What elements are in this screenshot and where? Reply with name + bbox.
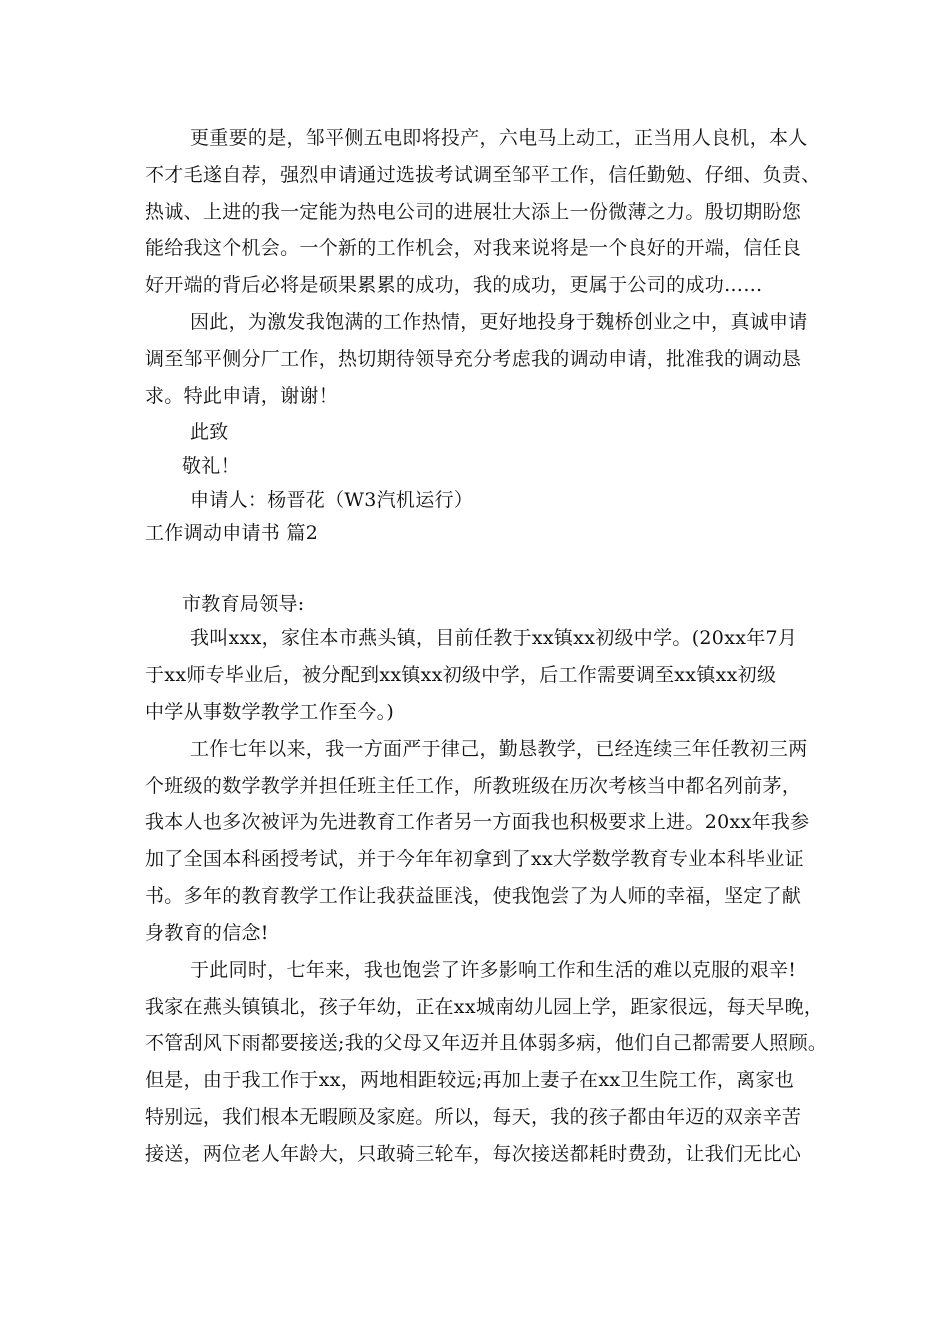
closing-salutation: 此致 — [190, 421, 229, 443]
paragraph-line: 身教育的信念! — [145, 922, 269, 944]
paragraph-line: 能给我这个机会。一个新的工作机会，对我来说将是一个良好的开端，信任良 — [145, 237, 802, 259]
paragraph-line: 工作七年以来，我一方面严于律己，勤恳教学，已经连续三年任教初三两 — [190, 738, 808, 760]
letter-greeting: 市教育局领导: — [182, 593, 305, 615]
paragraph-line: 调至邹平侧分厂工作，热切期待领导充分考虑我的调动申请，批准我的调动恳 — [145, 348, 802, 370]
applicant-signature: 申请人：杨晋花（W3汽机运行） — [190, 489, 474, 511]
paragraph-line: 书。多年的教育教学工作让我获益匪浅，使我饱尝了为人师的幸福，坚定了献 — [145, 885, 802, 907]
paragraph-line: 于xx师专毕业后，被分配到xx镇xx初级中学，后工作需要调至xx镇xx初级 — [145, 664, 777, 686]
paragraph-line: 求。特此申请，谢谢！ — [145, 385, 339, 407]
paragraph-line: 特别远，我们根本无暇顾及家庭。所以，每天，我的孩子都由年迈的双亲辛苦 — [145, 1106, 802, 1128]
section-heading: 工作调动申请书 篇2 — [145, 522, 319, 544]
closing-regards: 敬礼！ — [182, 455, 240, 477]
paragraph-line: 好开端的背后必将是硕果累累的成功，我的成功，更属于公司的成功…… — [145, 274, 763, 296]
paragraph-line: 接送，两位老人年龄大，只敢骑三轮车，每次接送都耗时费劲，让我们无比心 — [145, 1143, 802, 1165]
paragraph-line: 我家在燕头镇镇北，孩子年幼，正在xx城南幼儿园上学，距家很远，每天早晚， — [145, 996, 824, 1018]
paragraph-line: 于此同时，七年来，我也饱尝了许多影响工作和生活的难以克服的艰辛! — [190, 959, 797, 981]
paragraph-line: 不管刮风下雨都要接送;我的父母又年迈并且体弱多病，他们自己都需要人照顾。 — [145, 1032, 828, 1054]
paragraph-line: 因此，为激发我饱满的工作热情，更好地投身于魏桥创业之中，真诚申请 — [190, 311, 808, 333]
paragraph-line: 中学从事数学教学工作至今。) — [145, 701, 395, 723]
paragraph-line: 不才毛遂自荐，强烈申请通过选拔考试调至邹平工作，信任勤勉、仔细、负责、 — [145, 164, 821, 186]
paragraph-line: 热诚、上进的我一定能为热电公司的进展壮大添上一份微薄之力。殷切期盼您 — [145, 201, 802, 223]
paragraph-line: 加了全国本科函授考试，并于今年年初拿到了xx大学数学教育专业本科毕业证 — [145, 848, 804, 870]
paragraph-line: 我本人也多次被评为先进教育工作者另一方面我也积极要求上进。20xx年我参 — [145, 811, 810, 833]
paragraph-line: 我叫xxx，家住本市燕头镇，目前任教于xx镇xx初级中学。(20xx年7月 — [190, 627, 798, 649]
paragraph-line: 个班级的数学教学并担任班主任工作，所教班级在历次考核当中都名列前茅， — [145, 775, 802, 797]
paragraph-line: 更重要的是，邹平侧五电即将投产，六电马上动工，正当用人良机，本人 — [190, 127, 808, 149]
paragraph-line: 但是，由于我工作于xx，两地相距较远;再加上妻子在xx卫生院工作，离家也 — [145, 1069, 795, 1091]
